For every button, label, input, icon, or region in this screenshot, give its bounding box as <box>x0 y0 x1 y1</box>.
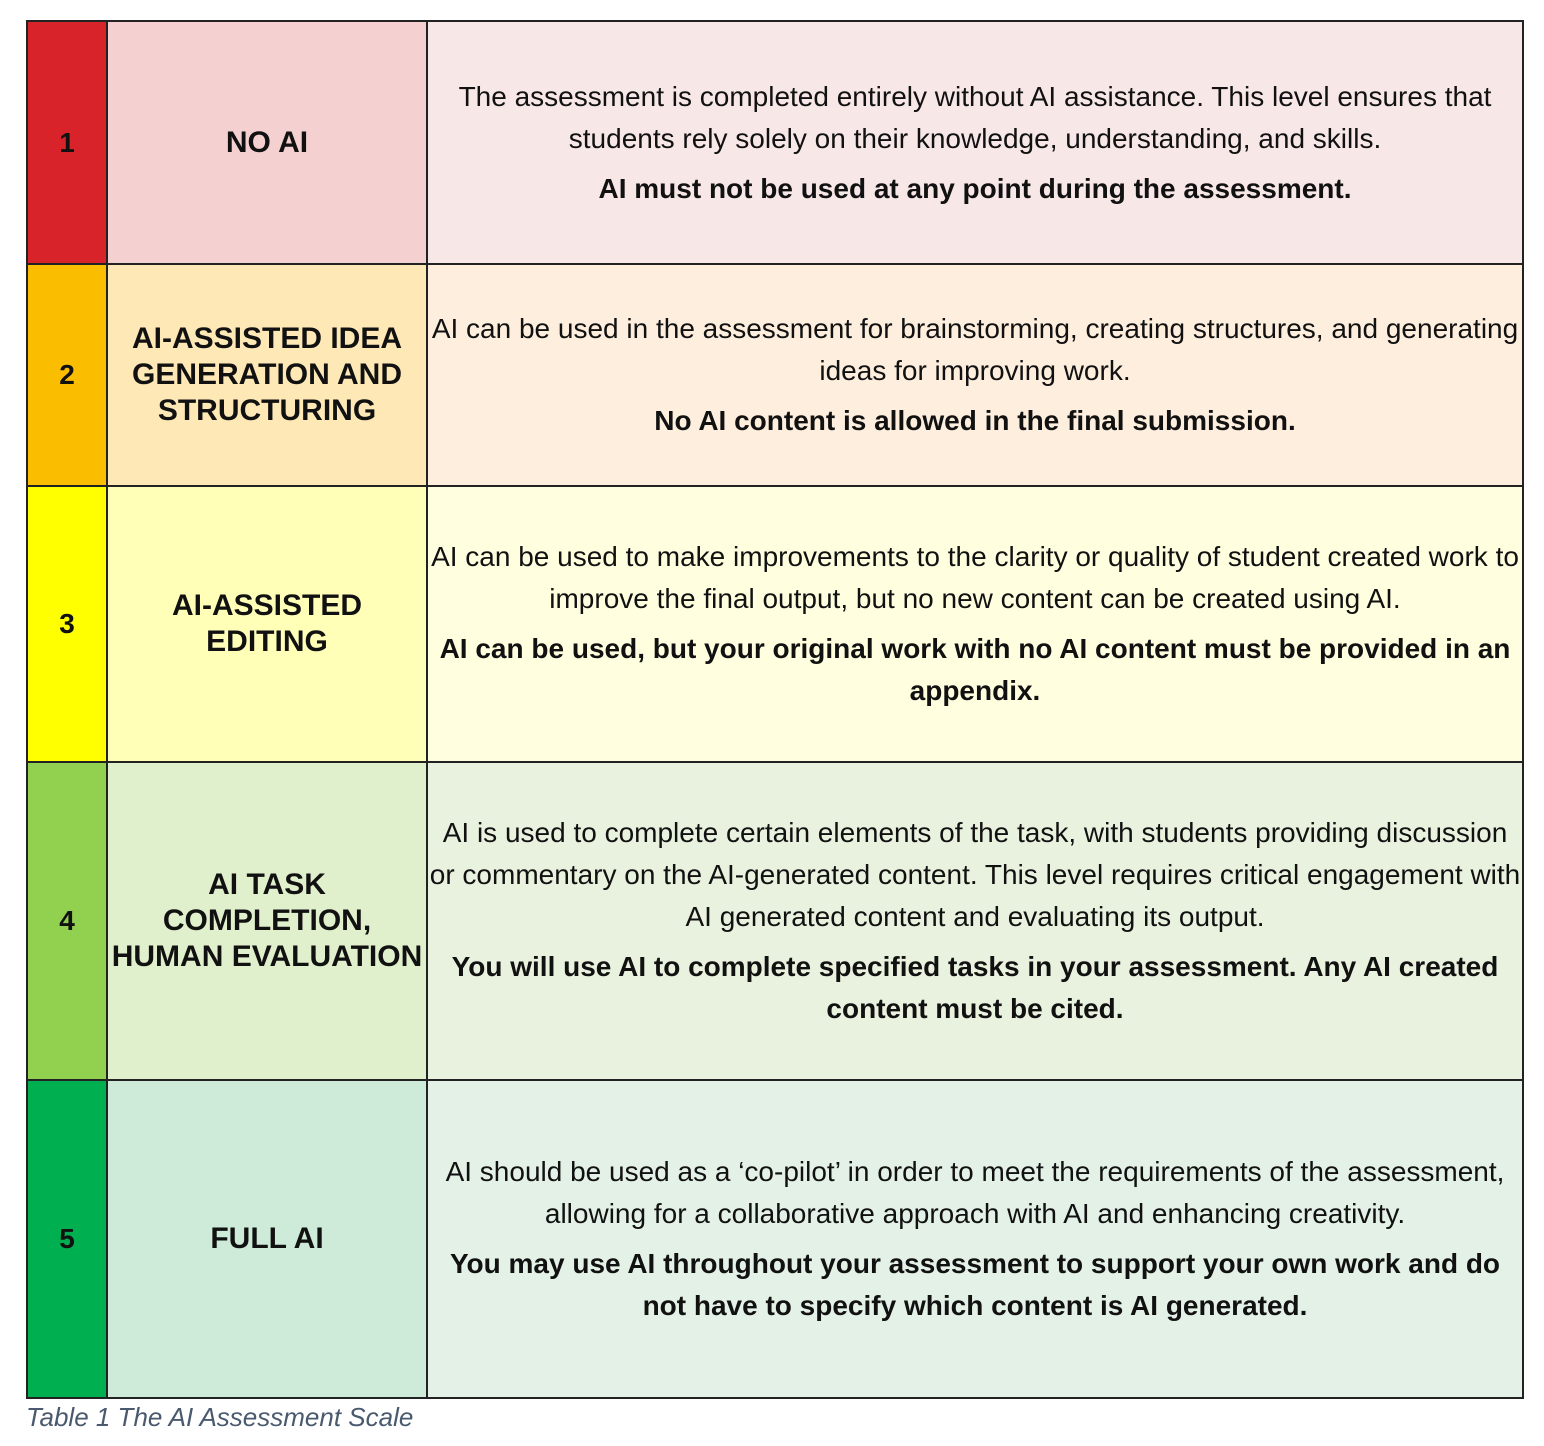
level-number: 1 <box>59 126 75 158</box>
level-name: AI-ASSISTED IDEA GENERATION AND STRUCTURING <box>131 322 403 427</box>
table-row <box>27 1080 1523 1398</box>
level-number-cell <box>27 486 107 762</box>
table-row <box>27 762 1523 1080</box>
level-name-cell <box>107 1080 427 1398</box>
level-rule: You may use AI throughout your assessment to support your own work and do not have to specify which content is AI generated. <box>449 1248 1501 1321</box>
level-rule: You will use AI to complete specified tasks in your assessment. Any AI created content must be cited. <box>451 951 1499 1024</box>
table-row <box>27 486 1523 762</box>
level-name-cell <box>107 21 427 264</box>
level-description-cell <box>427 1080 1523 1398</box>
level-number-cell <box>27 1080 107 1398</box>
level-rule: AI can be used, but your original work with no AI content must be provided in an appendix. <box>439 633 1511 706</box>
level-name: FULL AI <box>210 1222 324 1255</box>
level-description: AI should be used as a ‘co-pilot’ in order to meet the requirements of the assessment, allowing for a collaborative approach with AI and enhancing creativity. <box>445 1156 1505 1229</box>
level-name-cell <box>107 486 427 762</box>
level-description-cell <box>427 486 1523 762</box>
level-description: AI can be used to make improvements to the clarity or quality of student created work to improve the final output, but no new content can be created using AI. <box>431 541 1519 614</box>
level-name: AI TASK COMPLETION, HUMAN EVALUATION <box>111 868 423 973</box>
level-name-cell <box>107 762 427 1080</box>
level-description: AI is used to complete certain elements of the task, with students providing discussion or commentary on the AI-generated content. This level requires critical engagement with AI generated content and evaluating its output. <box>429 817 1521 932</box>
level-number-cell <box>27 264 107 486</box>
table-row <box>27 264 1523 486</box>
level-name: AI-ASSISTED EDITING <box>171 589 363 658</box>
table-caption: Table 1 The AI Assessment Scale <box>26 1402 414 1432</box>
level-number: 5 <box>59 1223 75 1254</box>
level-description: The assessment is completed entirely without AI assistance. This level ensures that students rely solely on their knowledge, understanding, and skills. <box>458 80 1492 154</box>
level-number-cell <box>27 762 107 1080</box>
ai-assessment-scale-table <box>26 20 1524 1399</box>
level-description-cell <box>427 21 1523 264</box>
level-number: 3 <box>59 608 75 639</box>
level-number: 2 <box>59 359 75 390</box>
level-number: 4 <box>59 905 75 936</box>
level-description-cell <box>427 762 1523 1080</box>
level-description-cell <box>427 264 1523 486</box>
level-number-cell <box>27 21 107 264</box>
level-description: AI can be used in the assessment for brainstorming, creating structures, and generating ideas for improving work. <box>431 313 1519 386</box>
level-rule: AI must not be used at any point during the assessment. <box>598 172 1352 204</box>
level-name-cell <box>107 264 427 486</box>
level-name: NO AI <box>225 125 309 159</box>
level-rule: No AI content is allowed in the final submission. <box>654 405 1296 436</box>
table-row <box>27 21 1523 264</box>
